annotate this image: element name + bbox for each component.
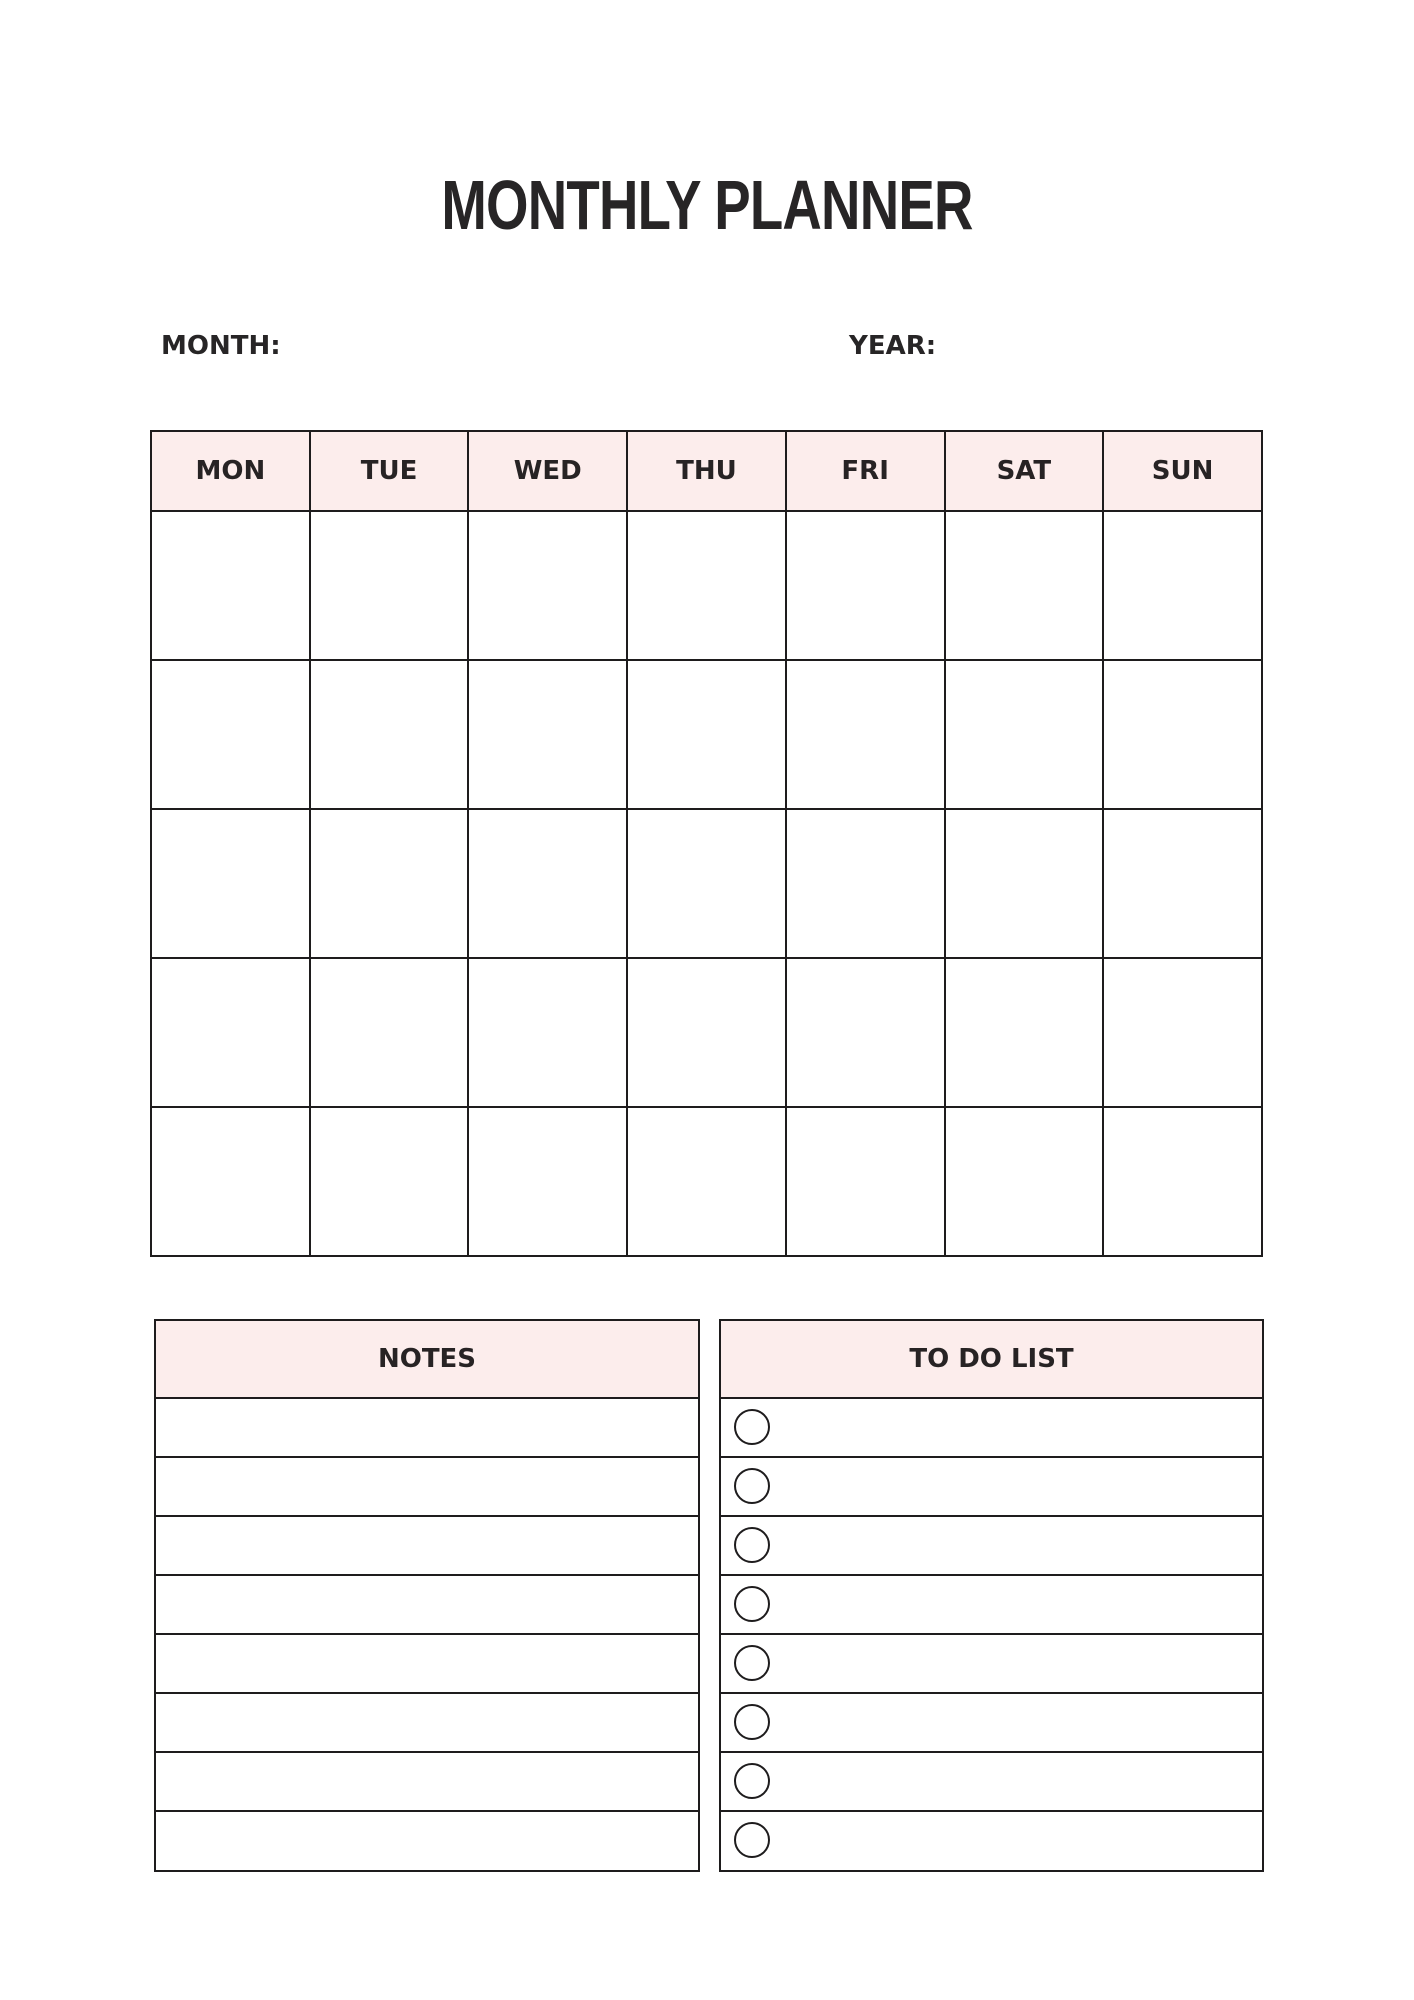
month-field[interactable]: [285, 330, 785, 362]
notes-line[interactable]: [156, 1635, 698, 1694]
todo-item[interactable]: [721, 1753, 1262, 1812]
todo-header: TO DO LIST: [721, 1321, 1262, 1399]
day-header-mon: MON: [151, 431, 310, 511]
calendar-day-cell[interactable]: [468, 1107, 627, 1256]
calendar-day-cell[interactable]: [786, 660, 945, 809]
calendar-day-cell[interactable]: [627, 1107, 786, 1256]
calendar-day-cell[interactable]: [627, 958, 786, 1107]
year-field[interactable]: [950, 330, 1250, 362]
calendar-day-cell[interactable]: [945, 1107, 1104, 1256]
day-header-tue: TUE: [310, 431, 469, 511]
calendar-day-cell[interactable]: [468, 511, 627, 660]
calendar-header-row: [151, 431, 1262, 511]
todo-section: [719, 1319, 1264, 1872]
day-header-fri: FRI: [786, 431, 945, 511]
calendar-day-cell[interactable]: [627, 660, 786, 809]
checkbox-circle-icon[interactable]: [734, 1409, 770, 1445]
calendar-day-cell[interactable]: [786, 809, 945, 958]
calendar-week-row: [151, 660, 1262, 809]
todo-item[interactable]: [721, 1458, 1262, 1517]
todo-item[interactable]: [721, 1694, 1262, 1753]
calendar-day-cell[interactable]: [627, 511, 786, 660]
calendar-day-cell[interactable]: [151, 1107, 310, 1256]
checkbox-circle-icon[interactable]: [734, 1645, 770, 1681]
calendar-day-cell[interactable]: [151, 958, 310, 1107]
calendar-body: [151, 511, 1262, 1256]
calendar-week-row: [151, 958, 1262, 1107]
checkbox-circle-icon[interactable]: [734, 1527, 770, 1563]
calendar-day-cell[interactable]: [468, 958, 627, 1107]
calendar-day-cell[interactable]: [310, 660, 469, 809]
calendar-day-cell[interactable]: [945, 511, 1104, 660]
calendar-day-cell[interactable]: [627, 809, 786, 958]
todo-item[interactable]: [721, 1399, 1262, 1458]
checkbox-circle-icon[interactable]: [734, 1763, 770, 1799]
day-header-wed: WED: [468, 431, 627, 511]
page-title: MONTHLY PLANNER: [441, 166, 973, 244]
calendar-grid: [150, 430, 1263, 1257]
calendar-day-cell[interactable]: [1103, 1107, 1262, 1256]
calendar-day-cell[interactable]: [310, 511, 469, 660]
notes-line[interactable]: [156, 1517, 698, 1576]
calendar-day-cell[interactable]: [151, 809, 310, 958]
calendar-day-cell[interactable]: [151, 660, 310, 809]
todo-item[interactable]: [721, 1812, 1262, 1871]
notes-rows: [156, 1399, 698, 1871]
calendar-day-cell[interactable]: [151, 511, 310, 660]
calendar-day-cell[interactable]: [1103, 511, 1262, 660]
notes-line[interactable]: [156, 1753, 698, 1812]
checkbox-circle-icon[interactable]: [734, 1704, 770, 1740]
checkbox-circle-icon[interactable]: [734, 1468, 770, 1504]
calendar-week-row: [151, 1107, 1262, 1256]
calendar-day-cell[interactable]: [310, 958, 469, 1107]
calendar-day-cell[interactable]: [468, 660, 627, 809]
month-label: MONTH:: [161, 331, 281, 361]
day-header-sat: SAT: [945, 431, 1104, 511]
calendar-day-cell[interactable]: [945, 958, 1104, 1107]
calendar-day-cell[interactable]: [1103, 958, 1262, 1107]
notes-line[interactable]: [156, 1576, 698, 1635]
notes-section: [154, 1319, 700, 1872]
checkbox-circle-icon[interactable]: [734, 1586, 770, 1622]
calendar-day-cell[interactable]: [1103, 660, 1262, 809]
checkbox-circle-icon[interactable]: [734, 1822, 770, 1858]
calendar-day-cell[interactable]: [310, 809, 469, 958]
todo-item[interactable]: [721, 1576, 1262, 1635]
calendar-day-cell[interactable]: [468, 809, 627, 958]
day-header-sun: SUN: [1103, 431, 1262, 511]
todo-item[interactable]: [721, 1635, 1262, 1694]
todo-item[interactable]: [721, 1517, 1262, 1576]
day-header-thu: THU: [627, 431, 786, 511]
calendar-week-row: [151, 511, 1262, 660]
calendar-day-cell[interactable]: [786, 1107, 945, 1256]
calendar-day-cell[interactable]: [1103, 809, 1262, 958]
todo-rows: [721, 1399, 1262, 1871]
notes-line[interactable]: [156, 1694, 698, 1753]
calendar-week-row: [151, 809, 1262, 958]
notes-line[interactable]: [156, 1458, 698, 1517]
calendar-day-cell[interactable]: [786, 958, 945, 1107]
calendar-day-cell[interactable]: [310, 1107, 469, 1256]
notes-header: NOTES: [156, 1321, 698, 1399]
year-label: YEAR:: [849, 331, 937, 361]
notes-line[interactable]: [156, 1812, 698, 1871]
calendar-day-cell[interactable]: [945, 660, 1104, 809]
calendar-day-cell[interactable]: [945, 809, 1104, 958]
calendar-day-cell[interactable]: [786, 511, 945, 660]
notes-line[interactable]: [156, 1399, 698, 1458]
